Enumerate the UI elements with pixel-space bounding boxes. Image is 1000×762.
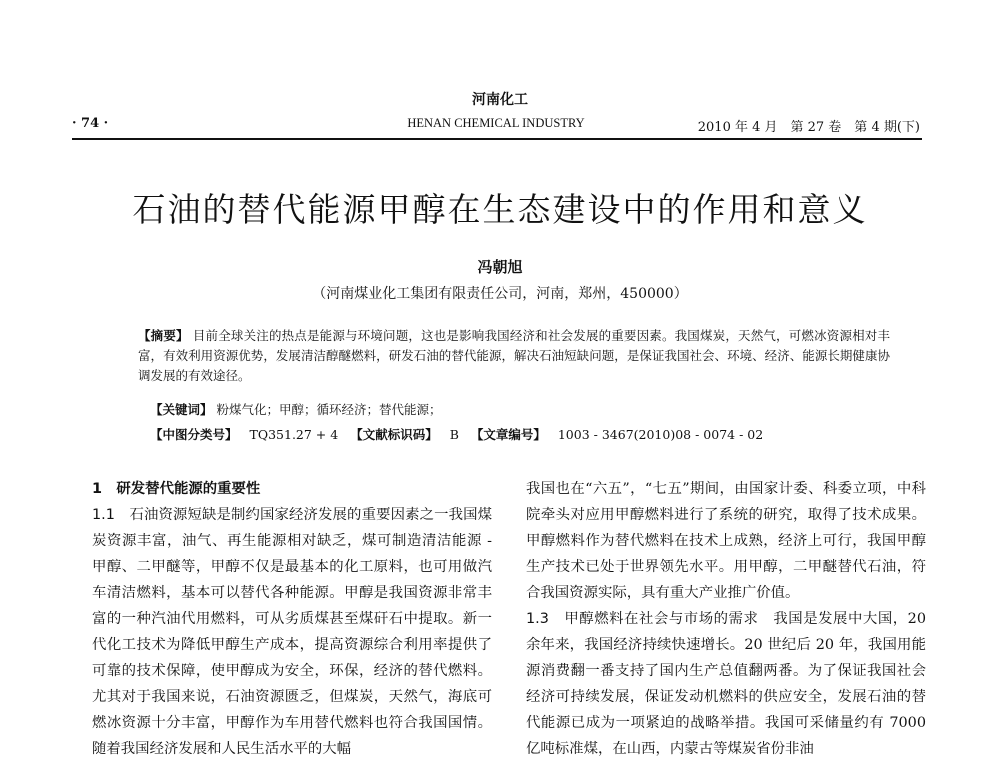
doc-code-label: 【文献标识码】 — [350, 427, 438, 442]
journal-name-en: HENAN CHEMICAL INDUSTRY — [407, 116, 585, 130]
article-id-label: 【文章编号】 — [470, 427, 546, 442]
author-affiliation: （河南煤业化工集团有限责任公司，河南，郑州，450000） — [312, 286, 688, 302]
subsection-number: 1.1 — [92, 507, 115, 523]
section-heading: 1 研发替代能源的重要性 — [92, 481, 261, 497]
article-id-value: 1003 - 3467(2010)08 - 0074 - 02 — [557, 427, 764, 442]
subsection-number: 1.3 — [526, 611, 549, 627]
paragraph-continuation: 我国也在“六五”，“七五”期间，由国家计委、科委立项，中科院牵头对应用甲醇燃料进行了系统的研究，取得了技术成果。甲醇燃料作为替代燃料在技术上成熟，经济上可行，我国甲醇生产技术已处于世界领先水平。用甲醇，二甲醚替代石油，符合我国资源实际，具有重大产业推广价值。 — [526, 481, 926, 601]
keywords-line — [150, 400, 890, 418]
classification-line — [150, 425, 890, 443]
page-number: · 74 · — [72, 116, 109, 131]
abstract-text: 目前全球关注的热点是能源与环境问题，这也是影响我国经济和社会发展的重要因素。我国煤炭，天然气，可燃冰资源相对丰富，有效利用资源优势，发展清洁醇醚燃料，研发石油的替代能源，解决石油短缺问题，是保证我国社会、环境、经济、能源长期健康协调发展的有效途径。 — [138, 328, 890, 383]
header-rule — [72, 138, 922, 140]
keywords-label: 【关键词】 — [150, 402, 213, 417]
paragraph-1-3 — [526, 606, 926, 762]
paragraph-text: 石油资源短缺是制约国家经济发展的重要因素之一我国煤炭资源丰富，油气、再生能源相对缺乏，煤可制造清洁能源 - 甲醇、二甲醚等，甲醇不仅是最基本的化工原料，也可用做汽车清洁燃料，基本可以替代各种能源。甲醇是我国资源非常丰富的一种汽油代用燃料，可从劣质煤甚至煤矸石中提取。新一代化工技术为降低甲醇生产成本，提高资源综合利用率提供了可靠的技术保障，使甲醇成为安全，环保，经济的替代燃料。尤其对于我国来说，石油资源匮乏，但煤炭，天然气，海底可燃冰资源十分丰富，甲醇作为车用替代燃料也符合我国国情。随着我国经济发展和人民生活水平的大幅 — [92, 507, 492, 757]
subsection-title: 甲醇燃料在社会与市场的需求 — [564, 611, 759, 627]
author-name: 冯朝旭 — [477, 258, 523, 276]
abstract-label: 【摘要】 — [138, 328, 189, 343]
running-header — [72, 116, 920, 136]
doc-code-value: B — [449, 427, 459, 442]
paragraph-1-1 — [92, 502, 492, 762]
clc-label: 【中图分类号】 — [150, 427, 238, 442]
keywords-text: 粉煤气化；甲醇；循环经济；替代能源； — [216, 402, 442, 417]
clc-value: TQ351.27 + 4 — [249, 427, 339, 442]
journal-name-cn: 河南化工 — [472, 92, 528, 108]
abstract-block — [138, 326, 890, 386]
article-title: 石油的替代能源甲醇在生态建设中的作用和意义 — [132, 190, 868, 229]
body-column-left — [92, 476, 492, 762]
issue-info: 2010 年 4 月 第 27 卷 第 4 期(下) — [697, 120, 920, 135]
body-column-right — [526, 476, 926, 762]
paragraph-text: 我国是发展中大国，20 余年来，我国经济持续快速增长。20 世纪后 20 年，我国用能源消费翻一番支持了国内生产总值翻两番。为了保证我国社会经济可持续发展，保证发动机燃料的供应安全，发展石油的替代能源已成为一项紧迫的战略举措。我国可采储量约有 7000 亿吨标准煤，在山西，内蒙古等煤炭省份非油 — [526, 611, 926, 757]
